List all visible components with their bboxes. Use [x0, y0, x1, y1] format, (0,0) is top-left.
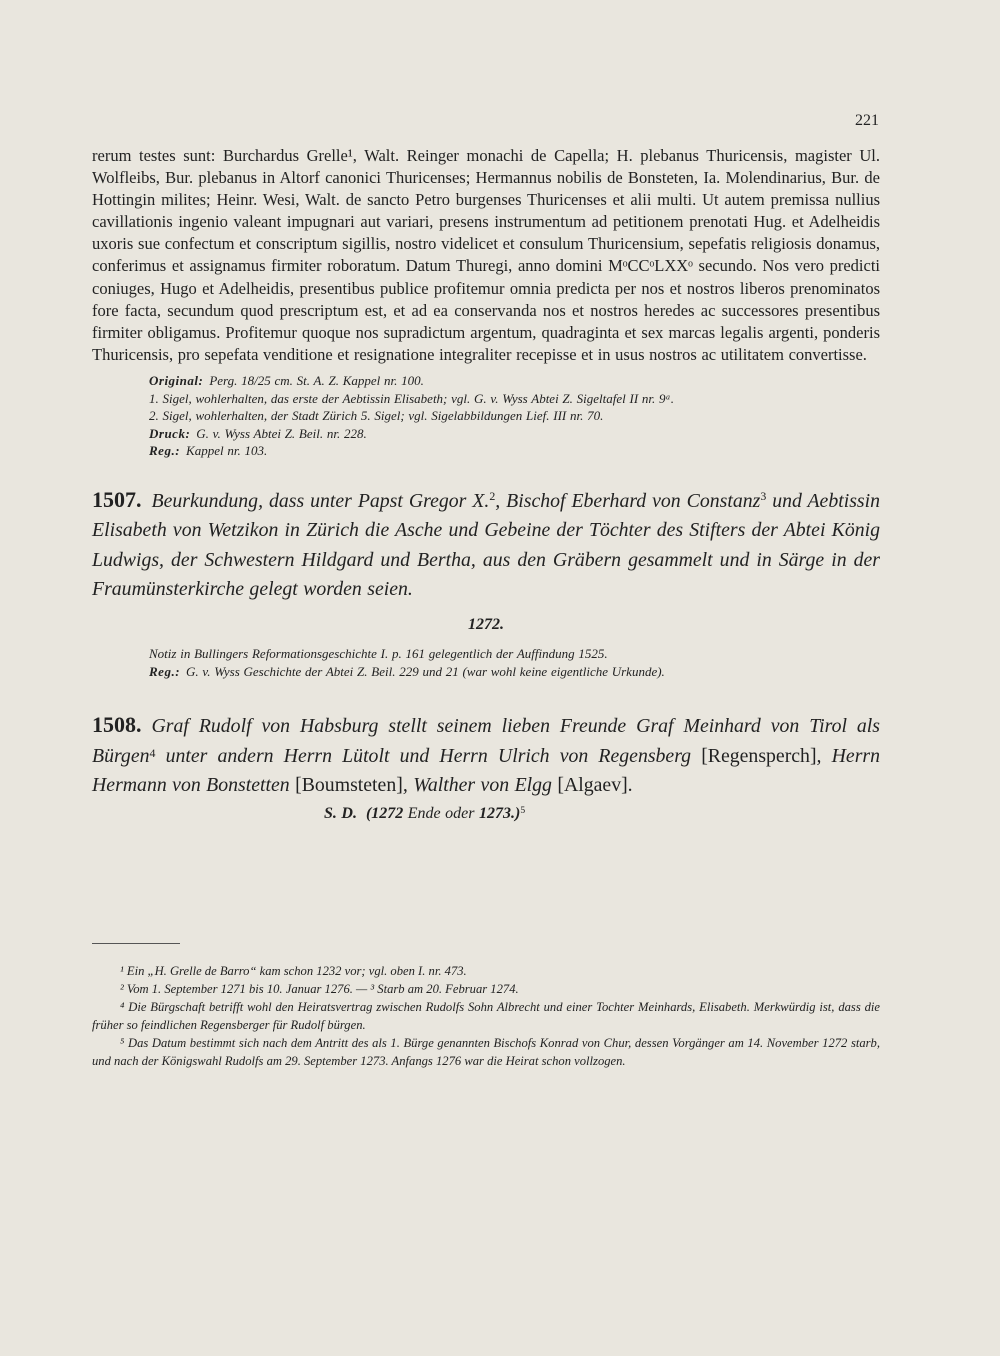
note-line: Reg.: G. v. Wyss Geschichte der Abtei Z. Beil. 229 und 21 (war wohl keine eigentliche Urkunde). — [149, 663, 665, 679]
entry-title: 1508. Graf Rudolf von Habsburg stellt seinem lieben Freunde Graf Meinhard von Tirol als Bürgen$^4$ unter andern Herrn Lütolt und Herrn Ulrich von Regensberg [Regensperch], Herrn Hermann von Bonstetten [Boumsteten], Walther von Elgg [Algaev]. — [92, 712, 880, 797]
entry-1508 — [92, 710, 880, 825]
entry-number: 1508. — [92, 712, 142, 738]
footnote-divider — [92, 943, 180, 944]
footnote: ⁴ Die Bürgschaft betrifft wohl den Heiratsvertrag zwischen Rudolfs Sohn Albrecht und einer Tochter Meinhards, Elisabeth. Merkwürdig ist, dass die früher so feindlichen Regensberger für Rudolf bürgen. — [92, 1000, 880, 1032]
note-line: Druck: G. v. Wyss Abtei Z. Beil. nr. 228. — [149, 425, 367, 441]
entry-1507 — [92, 485, 880, 680]
footnote: ² Vom 1. September 1271 bis 10. Januar 1276. — ³ Starb am 20. Februar 1274. — [120, 982, 519, 996]
note-line: Reg.: Kappel nr. 103. — [149, 443, 268, 459]
source-notes — [149, 372, 880, 460]
entry-date: S. D. (1272 Ende oder 1273.)$^5$ — [324, 804, 526, 822]
entry-title: 1507. Beurkundung, dass unter Papst Gregor X.$^2$, Bischof Eberhard von Constanz$^3$ und Aebtissin Elisabeth von Wetzikon in Zürich die Asche und Gebeine der Töchter des Stifters der Abtei König Ludwigs, der Schwestern Hildgard und Bertha, aus den Gräbern gesammelt und in Särge in der Fraumünsterkirche gelegt worden seien. — [92, 486, 881, 601]
entry-date: 1272. — [468, 615, 504, 633]
page-number: 221 — [855, 112, 879, 129]
note-line: 2. Sigel, wohlerhalten, der Stadt Zürich 5. Sigel; vgl. Sigelabbildungen Lief. III nr. 70. — [149, 408, 604, 424]
entry-number: 1507. — [92, 486, 142, 512]
footnote: ¹ Ein „H. Grelle de Barro“ kam schon 1232 vor; vgl. oben I. nr. 473. — [120, 964, 467, 978]
footnote: ⁵ Das Datum bestimmt sich nach dem Antritt des als 1. Bürge genannten Bischofs Konrad von Chur, dessen Vorgänger am 14. November 1272 starb, und nach der Königswahl Rudolfs am 29. September 1273. Anfangs 1276 war die Heirat schon vollzogen. — [92, 1036, 880, 1068]
note-line: 1. Sigel, wohlerhalten, das erste der Aebtissin Elisabeth; vgl. G. v. Wyss Abtei Z. Sigeltafel II nr. 9ᵃ. — [149, 390, 674, 406]
note-line: Notiz in Bullingers Reformationsgeschichte I. p. 161 gelegentlich der Auffindung 1525. — [149, 646, 608, 661]
main-text — [92, 145, 880, 825]
body-paragraph: rerum testes sunt: Burchardus Grelle¹, Walt. Reinger monachi de Capella; H. plebanus Thuricensis, magister Ul. Wolfleibs, Bur. plebanus in Altorf canonici Thuricenses; Hermannus nobilis de Bonsteten, Ia. Molendinarius, Bur. de Hottingin milites; Heinr. Wesi, Walt. de sancto Petro burgenses Thuricenses et alii multi. Ut autem premissa nullius cavillationis ingenio valeant impugnari aut variari, presens instrumentum ad petitionem prenotati Hug. et Adelheidis uxoris sue confectum et conscriptum sigillis, nostro videlicet et consulum Thuricensium, sepefatis religiosis donamus, conferimus et assignamus firmiter roboratum. Datum Thuregi, anno domini MᵒCCᵒLXXᵒ secundo. Nos vero predicti coniuges, Hugo et Adelheidis, presentibus publice profitemur omnia predicta per nos et nostros liberos prenominatos fore facta, secundum quod prescriptum est, et ad ea conservanda nos et nostros heredes ac successores presentibus firmiter obligamus. Profitemur quoque nos supradictum argentum, quadraginta et sex marcas legalis argenti, ponderis Thuricensis, pro sepefata venditione et resignatione integraliter recepisse et in usus nostros ac utilitatem convertisse. — [92, 146, 880, 364]
note-line: Original: Perg. 18/25 cm. St. A. Z. Kappel nr. 100. — [149, 372, 424, 388]
footnotes — [92, 962, 880, 1070]
entry-notes — [149, 645, 880, 680]
